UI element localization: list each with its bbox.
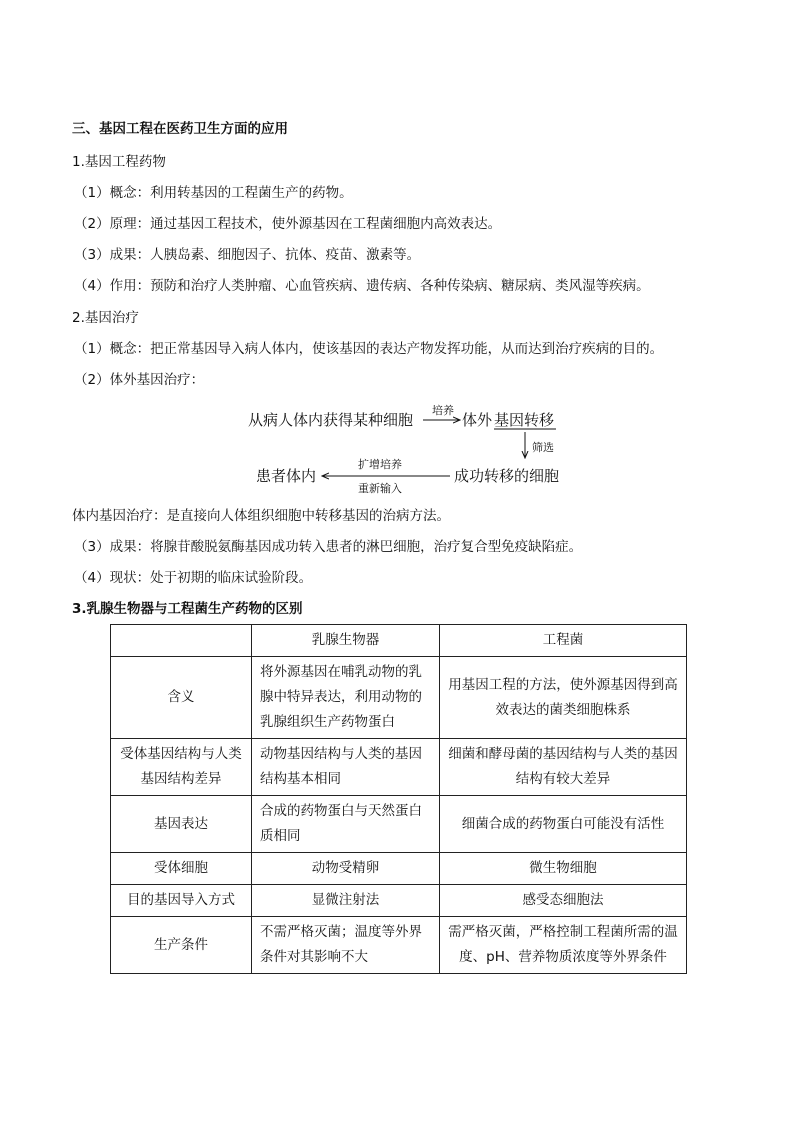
table-cell: 细菌和酵母菌的基因结构与人类的基因结构有较大差异 <box>440 739 687 796</box>
table-row <box>111 796 687 853</box>
node-source-cells: 从病人体内获得某种细胞 <box>248 411 414 429</box>
part1-title: 1.基因工程药物 <box>72 154 166 170</box>
part2-item-3: （3）成果：将腺苷酸脱氨酶基因成功转入患者的淋巴细胞，治疗复合型免疫缺陷症。 <box>74 539 583 555</box>
node-transferred-cells: 成功转移的细胞 <box>454 467 560 485</box>
arrow-label-reinput: 重新输入 <box>358 482 402 495</box>
table-row <box>111 917 687 974</box>
table-row <box>111 657 687 739</box>
part1-item-2: （2）原理：通过基因工程技术，使外源基因在工程菌细胞内高效表达。 <box>74 216 502 232</box>
part2-title: 2.基因治疗 <box>72 310 139 326</box>
part2-item-4: （4）现状：处于初期的临床试验阶段。 <box>74 570 313 586</box>
table-cell: 受体细胞 <box>111 853 252 885</box>
node-gene-transfer: 基因转移 <box>494 411 555 429</box>
table-row <box>111 853 687 885</box>
part2-in-vivo: 体内基因治疗：是直接向人体组织细胞中转移基因的治病方法。 <box>72 508 450 524</box>
comparison-table <box>110 624 687 974</box>
table-cell: 微生物细胞 <box>440 853 687 885</box>
table-cell: 动物基因结构与人类的基因结构基本相同 <box>252 739 440 796</box>
section-heading: 三、基因工程在医药卫生方面的应用 <box>72 121 288 137</box>
table-header-cell <box>111 625 252 657</box>
arrow-label-amplify: 扩增培养 <box>358 458 402 471</box>
gene-therapy-flow <box>240 398 580 498</box>
table-cell: 基因表达 <box>111 796 252 853</box>
part1-item-3: （3）成果：人胰岛素、细胞因子、抗体、疫苗、激素等。 <box>74 247 421 263</box>
table-row <box>111 885 687 917</box>
table-cell: 受体基因结构与人类基因结构差异 <box>111 739 252 796</box>
part3-title: 3.乳腺生物器与工程菌生产药物的区别 <box>72 601 303 617</box>
table-cell: 生产条件 <box>111 917 252 974</box>
table-header-row <box>111 625 687 657</box>
table-cell: 不需严格灭菌；温度等外界条件对其影响不大 <box>252 917 440 974</box>
table-cell: 显微注射法 <box>252 885 440 917</box>
table-cell: 感受态细胞法 <box>440 885 687 917</box>
table-cell: 合成的药物蛋白与天然蛋白质相同 <box>252 796 440 853</box>
table-cell: 将外源基因在哺乳动物的乳腺中特异表达，利用动物的乳腺组织生产药物蛋白 <box>252 657 440 739</box>
table-cell: 含义 <box>111 657 252 739</box>
table-cell: 动物受精卵 <box>252 853 440 885</box>
table-cell: 用基因工程的方法，使外源基因得到高效表达的菌类细胞株系 <box>440 657 687 739</box>
arrow-label-screen: 筛选 <box>532 441 554 454</box>
part2-item-2: （2）体外基因治疗： <box>74 372 205 388</box>
part1-item-4: （4）作用：预防和治疗人类肿瘤、心血管疾病、遗传病、各种传染病、糖尿病、类风湿等疾病。 <box>74 278 650 294</box>
node-patient: 患者体内 <box>256 467 317 485</box>
node-in-vitro-prefix: 体外 <box>462 411 493 429</box>
table-cell: 细菌合成的药物蛋白可能没有活性 <box>440 796 687 853</box>
table-cell: 需严格灭菌，严格控制工程菌所需的温度、pH、营养物质浓度等外界条件 <box>440 917 687 974</box>
table-row <box>111 739 687 796</box>
gene-therapy-diagram <box>240 398 580 498</box>
arrow-label-culture: 培养 <box>432 404 454 417</box>
table-cell: 目的基因导入方式 <box>111 885 252 917</box>
table-header-cell: 工程菌 <box>440 625 687 657</box>
part2-item-1: （1）概念：把正常基因导入病人体内，使该基因的表达产物发挥功能，从而达到治疗疾病的目的。 <box>74 341 664 357</box>
part1-item-1: （1）概念：利用转基因的工程菌生产的药物。 <box>74 185 353 201</box>
table-header-cell: 乳腺生物器 <box>252 625 440 657</box>
